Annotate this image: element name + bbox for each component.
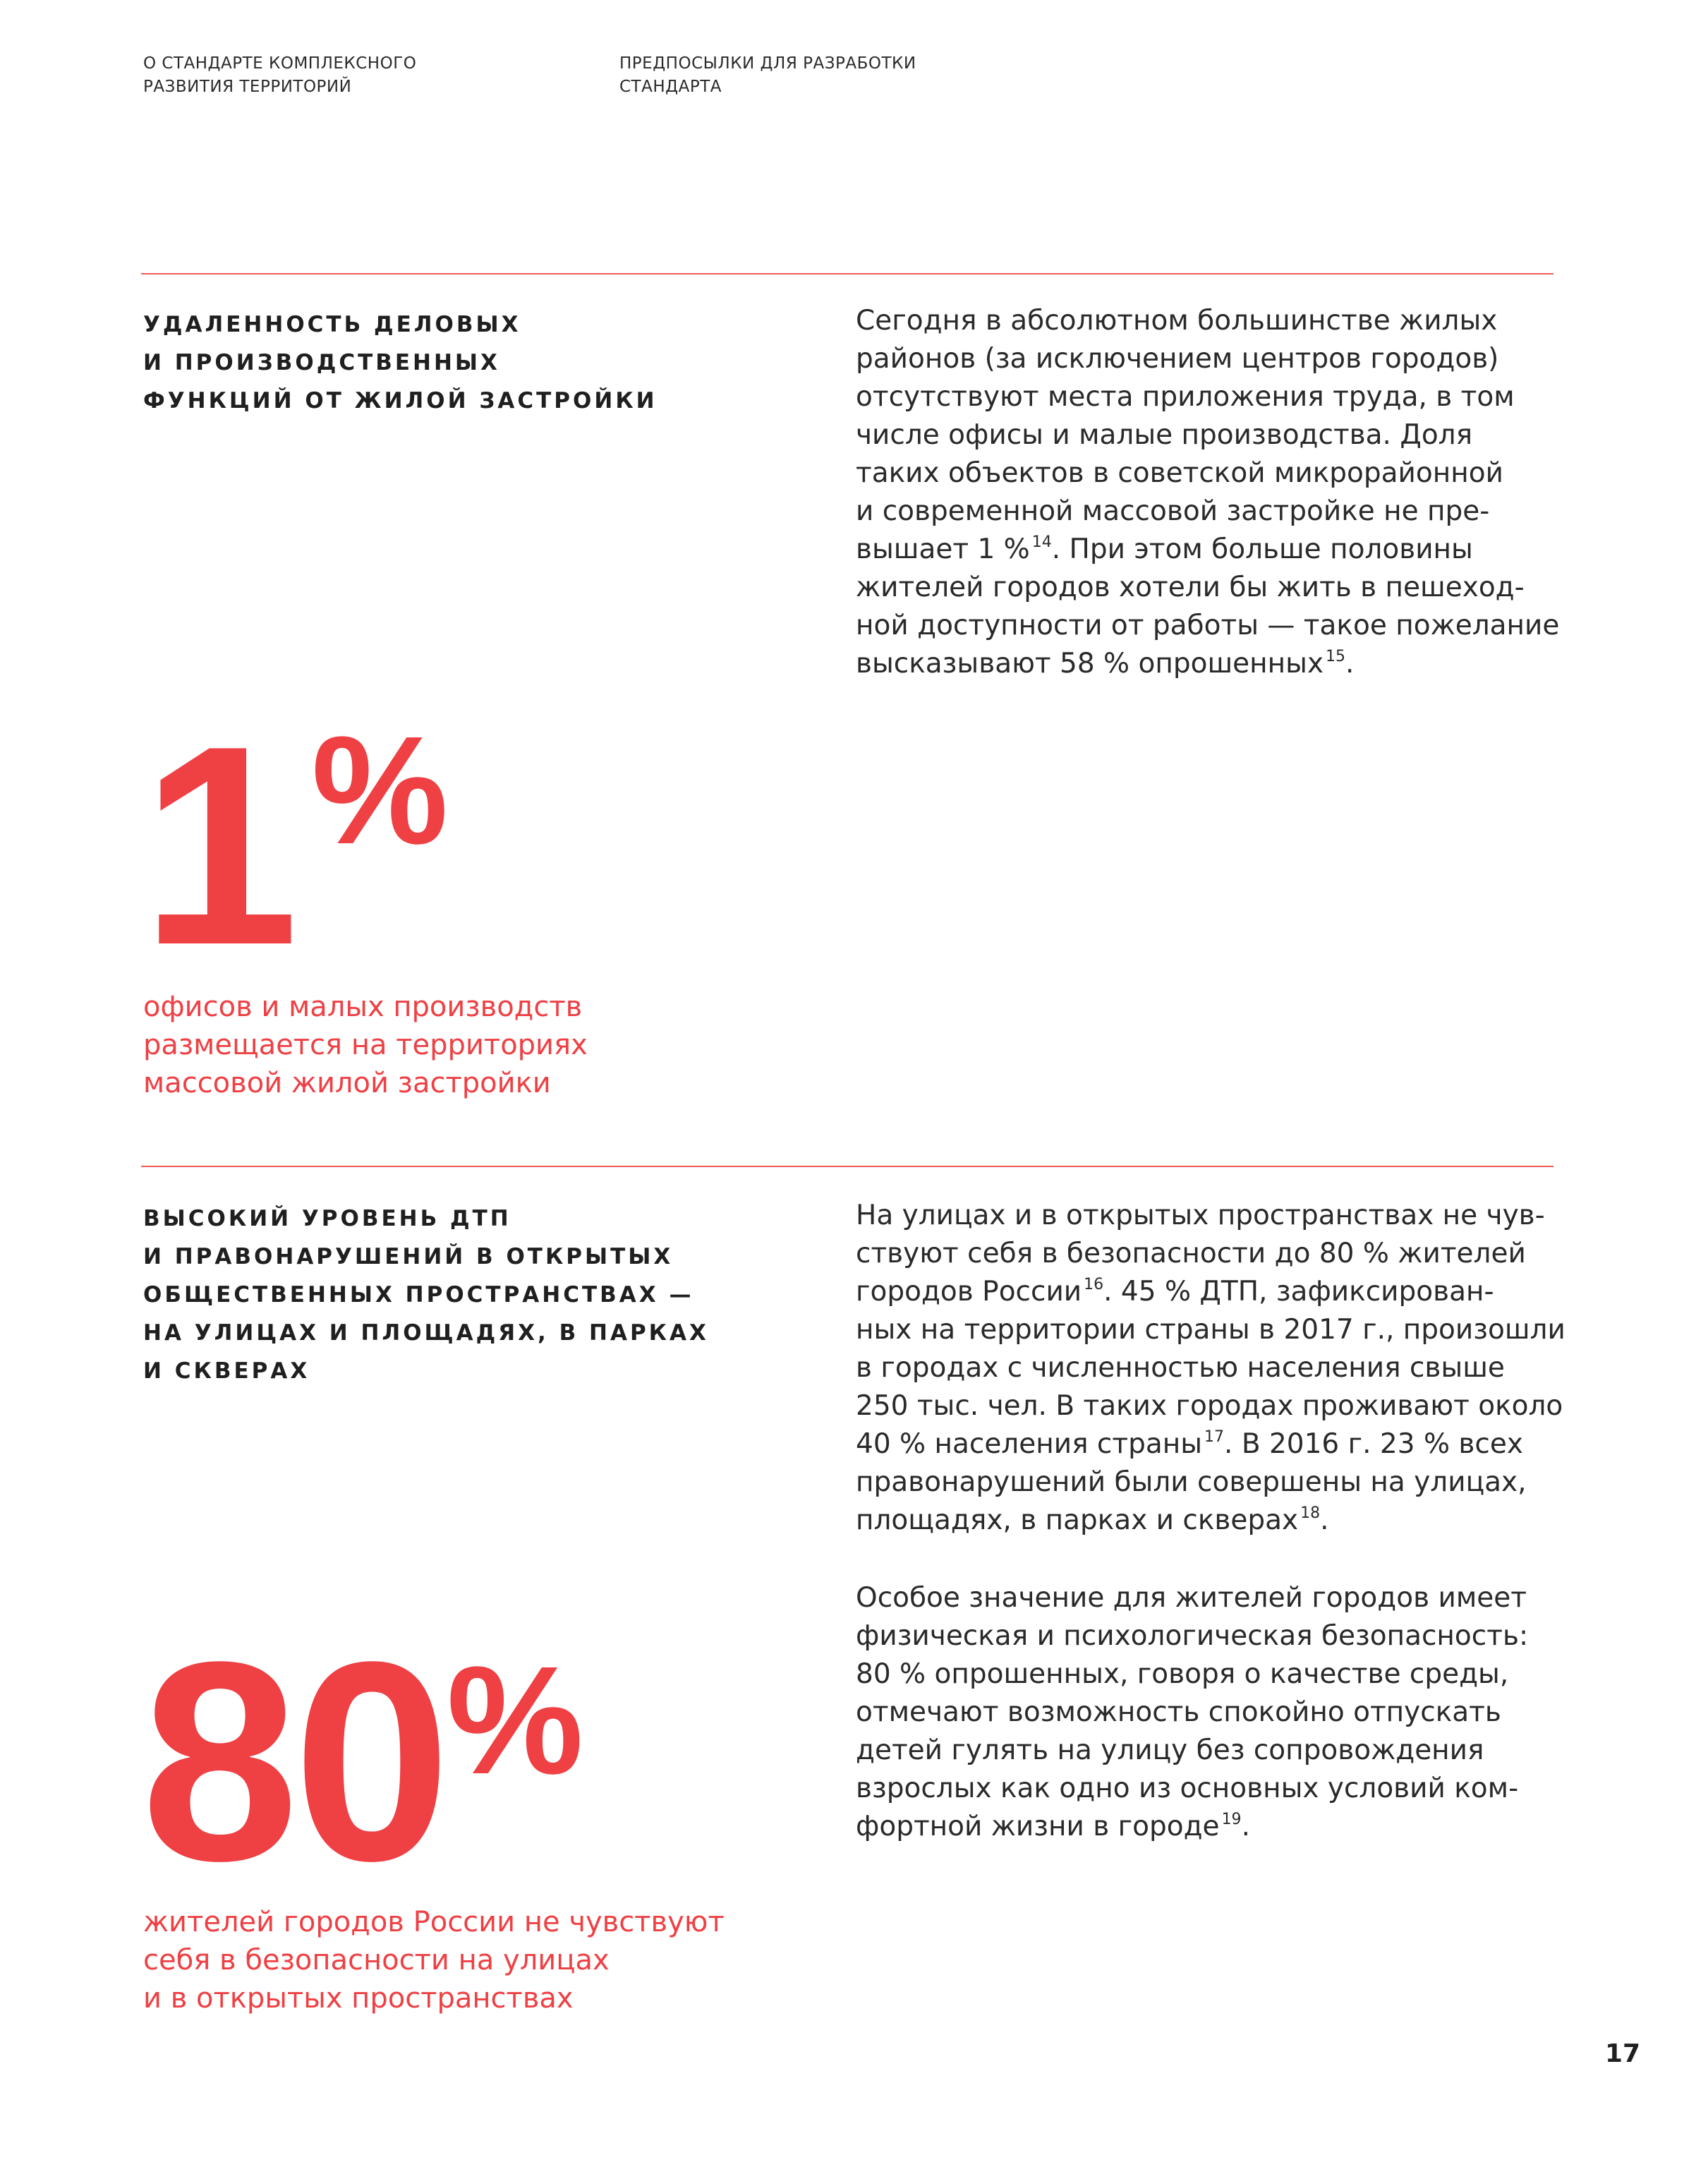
section-1-heading — [143, 306, 820, 420]
body-line: жителей городов хотели бы жить в пешеход- — [856, 572, 1525, 603]
body-line: в городах с численностью населения свыше — [856, 1352, 1505, 1384]
body-text-fragment: фортной жизни в городе — [856, 1811, 1220, 1842]
stat-unit: % — [447, 1635, 583, 1806]
footnote-ref: 18 — [1300, 1504, 1321, 1522]
heading-line: ОБЩЕСТВЕННЫХ ПРОСТРАНСТВАХ — — [143, 1282, 694, 1308]
body-line: отсутствуют места приложения труда, в том — [856, 381, 1515, 413]
heading-line: И СКВЕРАХ — [143, 1358, 310, 1384]
body-line: Особое значение для жителей городов имеет — [856, 1582, 1527, 1614]
body-line: правонарушений были совершены на улицах, — [856, 1466, 1527, 1498]
stat-unit: % — [311, 705, 449, 876]
body-line: детей гулять на улицу без сопровождения — [856, 1734, 1484, 1766]
body-text-fragment: высказывают 58 % опрошенных — [856, 648, 1324, 680]
body-line — [856, 1425, 1561, 1463]
caption-line: и в открытых пространствах — [143, 1982, 574, 2015]
heading-line: И ПРАВОНАРУШЕНИЙ В ОТКРЫТЫХ — [143, 1244, 674, 1269]
body-text-fragment: . — [1320, 1504, 1329, 1536]
body-line — [856, 645, 1561, 683]
caption-line: себя в безопасности на улицах — [143, 1944, 610, 1976]
heading-line: ФУНКЦИЙ ОТ ЖИЛОЙ ЗАСТРОЙКИ — [143, 388, 658, 414]
body-line: Сегодня в абсолютном большинстве жилых — [856, 305, 1498, 337]
section-divider-1 — [141, 273, 1553, 274]
caption-line: массовой жилой застройки — [143, 1067, 551, 1099]
running-header-left-line2: РАЗВИТИЯ ТЕРРИТОРИЙ — [143, 78, 352, 96]
section-divider-2 — [141, 1166, 1553, 1167]
running-header-right-line2: СТАНДАРТА — [619, 78, 722, 96]
section-1-body — [856, 302, 1561, 683]
running-header-left — [143, 52, 416, 99]
body-text-fragment: . При этом больше половины — [1051, 533, 1473, 565]
footnote-ref: 14 — [1031, 533, 1052, 551]
running-header-left-line1: О СТАНДАРТЕ КОМПЛЕКСНОГО — [143, 54, 417, 73]
body-line: таких объектов в советской микрорайонной — [856, 457, 1503, 489]
running-header-right-line1: ПРЕДПОСЫЛКИ ДЛЯ РАЗРАБОТКИ — [619, 54, 916, 73]
stat-number: 1 — [141, 687, 299, 1004]
running-header-right — [619, 52, 916, 99]
stat-number: 80 — [141, 1603, 446, 1920]
body-line — [856, 1273, 1561, 1311]
body-line — [856, 1808, 1561, 1846]
body-line: отмечают возможность спокойно отпускать — [856, 1696, 1501, 1728]
body-text-fragment: 40 % населения страны — [856, 1428, 1203, 1460]
section-2-heading — [143, 1200, 820, 1390]
body-line: 80 % опрошенных, говоря о качестве среды, — [856, 1658, 1509, 1690]
body-text-fragment: . 45 % ДТП, зафиксирован- — [1103, 1276, 1494, 1308]
caption-line: жителей городов России не чувствуют — [143, 1906, 725, 1938]
heading-line: НА УЛИЦАХ И ПЛОЩАДЯХ, В ПАРКАХ — [143, 1320, 709, 1346]
heading-line: ВЫСОКИЙ УРОВЕНЬ ДТП — [143, 1206, 511, 1231]
body-text-fragment: площадях, в парках и скверах — [856, 1504, 1299, 1536]
footnote-ref: 17 — [1204, 1428, 1225, 1446]
footnote-ref: 15 — [1326, 648, 1346, 665]
body-text-fragment: . — [1241, 1811, 1250, 1842]
body-text-fragment: городов России — [856, 1276, 1082, 1308]
body-line: взрослых как одно из основных условий ком- — [856, 1773, 1519, 1804]
body-text-fragment: . — [1345, 648, 1355, 680]
body-text-fragment: . В 2016 г. 23 % всех — [1224, 1428, 1523, 1460]
big-stat-1 — [141, 687, 449, 1004]
body-line: На улицах и в открытых пространствах не чув- — [856, 1200, 1545, 1231]
section-2-body-paragraph-2 — [856, 1579, 1561, 1846]
stat-caption-2 — [143, 1903, 849, 2017]
body-line: числе офисы и малые производства. Доля — [856, 419, 1473, 451]
body-line: физическая и психологическая безопасность: — [856, 1620, 1529, 1652]
section-2-body-paragraph-1 — [856, 1197, 1565, 1540]
body-line: ных на территории страны в 2017 г., произошли — [856, 1314, 1565, 1346]
heading-line: И ПРОИЗВОДСТВЕННЫХ — [143, 350, 500, 375]
body-line — [856, 1502, 1561, 1540]
big-stat-2 — [141, 1603, 583, 1920]
body-line — [856, 531, 1561, 569]
body-line: ствуют себя в безопасности до 80 % жителей — [856, 1238, 1526, 1269]
caption-line: размещается на территориях — [143, 1029, 588, 1061]
body-line: ной доступности от работы — такое пожелание — [856, 610, 1560, 641]
footnote-ref: 19 — [1221, 1811, 1242, 1828]
footnote-ref: 16 — [1084, 1276, 1104, 1293]
body-line: районов (за исключением центров городов) — [856, 343, 1499, 375]
page-number: 17 — [1605, 2039, 1641, 2068]
body-line: 250 тыс. чел. В таких городах проживают около — [856, 1390, 1563, 1422]
caption-line: офисов и малых производств — [143, 991, 583, 1023]
body-text-fragment: вышает 1 % — [856, 533, 1030, 565]
stat-caption-1 — [143, 988, 849, 1102]
heading-line: УДАЛЕННОСТЬ ДЕЛОВЫХ — [143, 312, 521, 337]
body-line: и современной массовой застройке не пре- — [856, 495, 1490, 527]
